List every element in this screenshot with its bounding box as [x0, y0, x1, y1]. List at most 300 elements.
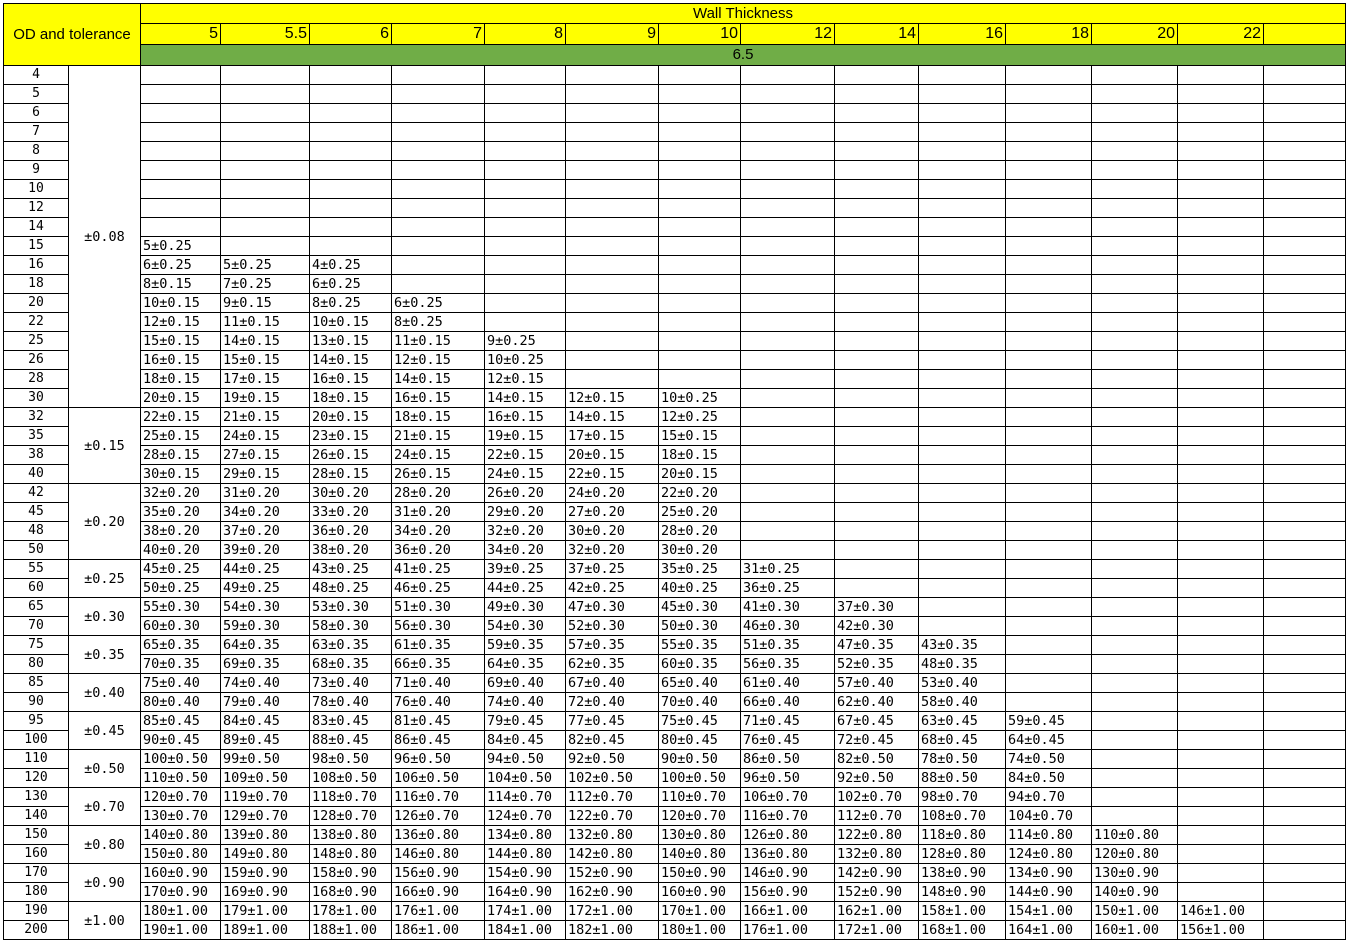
od-cell: 45 [4, 503, 69, 522]
table-row [4, 807, 1346, 826]
table-row [4, 256, 1346, 275]
od-cell: 95 [4, 712, 69, 731]
table-row [4, 826, 1346, 845]
value-cell: 8±0.25 [310, 294, 392, 313]
value-cell [835, 180, 919, 199]
value-cell [919, 465, 1006, 484]
value-cell: 179±1.00 [221, 902, 310, 921]
value-cell: 47±0.35 [835, 636, 919, 655]
value-cell: 100±0.50 [659, 769, 741, 788]
value-cell: 16±0.15 [141, 351, 221, 370]
value-cell [741, 503, 835, 522]
value-cell [1178, 180, 1264, 199]
value-cell: 10±0.15 [141, 294, 221, 313]
value-cell [1092, 712, 1178, 731]
value-cell: 120±0.70 [659, 807, 741, 826]
value-cell: 116±0.70 [392, 788, 485, 807]
value-cell: 98±0.50 [310, 750, 392, 769]
value-cell [566, 104, 659, 123]
value-cell: 78±0.50 [919, 750, 1006, 769]
value-cell [1006, 256, 1092, 275]
value-cell [1264, 332, 1346, 351]
value-cell: 120±0.80 [1092, 845, 1178, 864]
value-cell [1006, 465, 1092, 484]
value-cell [835, 275, 919, 294]
value-cell [1092, 807, 1178, 826]
value-cell [1178, 351, 1264, 370]
value-cell: 4±0.25 [310, 256, 392, 275]
value-cell: 189±1.00 [221, 921, 310, 940]
value-cell: 140±0.80 [141, 826, 221, 845]
value-cell [659, 66, 741, 85]
value-cell: 30±0.20 [566, 522, 659, 541]
value-cell [1006, 275, 1092, 294]
value-cell: 139±0.80 [221, 826, 310, 845]
value-cell: 149±0.80 [221, 845, 310, 864]
value-cell: 32±0.20 [566, 541, 659, 560]
od-cell: 200 [4, 921, 69, 940]
value-cell: 142±0.90 [835, 864, 919, 883]
value-cell: 31±0.25 [741, 560, 835, 579]
value-cell [1092, 465, 1178, 484]
value-cell: 32±0.20 [141, 484, 221, 503]
value-cell: 76±0.40 [392, 693, 485, 712]
value-cell [485, 85, 566, 104]
value-cell [1006, 66, 1092, 85]
value-cell [659, 351, 741, 370]
value-cell: 38±0.20 [310, 541, 392, 560]
value-cell: 128±0.80 [919, 845, 1006, 864]
value-cell [1092, 617, 1178, 636]
value-cell: 50±0.25 [141, 579, 221, 598]
value-cell [1264, 636, 1346, 655]
value-cell: 24±0.15 [485, 465, 566, 484]
value-cell: 138±0.80 [310, 826, 392, 845]
value-cell: 15±0.15 [659, 427, 741, 446]
value-cell [919, 503, 1006, 522]
value-cell [919, 256, 1006, 275]
value-cell [659, 85, 741, 104]
value-cell: 18±0.15 [141, 370, 221, 389]
value-cell [1178, 104, 1264, 123]
value-cell [221, 161, 310, 180]
value-cell: 94±0.50 [485, 750, 566, 769]
value-cell [1178, 712, 1264, 731]
value-cell: 12±0.15 [392, 351, 485, 370]
value-cell [221, 237, 310, 256]
value-cell: 21±0.15 [392, 427, 485, 446]
value-cell [1264, 389, 1346, 408]
wall-thickness-table [3, 3, 1346, 940]
value-cell [1006, 180, 1092, 199]
value-cell [835, 579, 919, 598]
value-cell: 43±0.35 [919, 636, 1006, 655]
value-cell: 9±0.15 [221, 294, 310, 313]
value-cell: 134±0.90 [1006, 864, 1092, 883]
tolerance-cell: ±0.40 [69, 674, 141, 712]
value-cell [741, 541, 835, 560]
value-cell [310, 104, 392, 123]
value-cell: 114±0.80 [1006, 826, 1092, 845]
value-cell: 17±0.15 [221, 370, 310, 389]
value-cell [741, 275, 835, 294]
value-cell: 70±0.40 [659, 693, 741, 712]
value-cell [1264, 180, 1346, 199]
od-cell: 85 [4, 674, 69, 693]
value-cell [1092, 693, 1178, 712]
value-cell: 140±0.80 [659, 845, 741, 864]
value-cell [141, 104, 221, 123]
value-cell [835, 237, 919, 256]
value-cell [741, 161, 835, 180]
value-cell: 148±0.80 [310, 845, 392, 864]
value-cell: 176±1.00 [392, 902, 485, 921]
value-cell [835, 294, 919, 313]
value-cell: 8±0.15 [141, 275, 221, 294]
value-cell [659, 313, 741, 332]
value-cell [1092, 598, 1178, 617]
value-cell: 176±1.00 [741, 921, 835, 940]
od-cell: 7 [4, 123, 69, 142]
value-cell [566, 351, 659, 370]
value-cell: 12±0.15 [485, 370, 566, 389]
value-cell [310, 123, 392, 142]
value-cell [392, 142, 485, 161]
od-cell: 170 [4, 864, 69, 883]
value-cell: 130±0.90 [1092, 864, 1178, 883]
value-cell: 34±0.20 [221, 503, 310, 522]
table-row [4, 370, 1346, 389]
value-cell [741, 218, 835, 237]
value-cell: 20±0.15 [141, 389, 221, 408]
value-cell [1006, 332, 1092, 351]
value-cell [919, 351, 1006, 370]
value-cell [1178, 750, 1264, 769]
value-cell [1264, 256, 1346, 275]
table-row [4, 142, 1346, 161]
value-cell [919, 560, 1006, 579]
tolerance-cell: ±0.70 [69, 788, 141, 826]
tolerance-cell: ±0.90 [69, 864, 141, 902]
value-cell: 88±0.50 [919, 769, 1006, 788]
table-row [4, 294, 1346, 313]
value-cell [741, 370, 835, 389]
od-cell: 55 [4, 560, 69, 579]
value-cell [566, 161, 659, 180]
table-row [4, 674, 1346, 693]
table-row [4, 636, 1346, 655]
value-cell: 98±0.70 [919, 788, 1006, 807]
value-cell: 14±0.15 [566, 408, 659, 427]
value-cell: 18±0.15 [392, 408, 485, 427]
od-cell: 28 [4, 370, 69, 389]
value-cell: 84±0.50 [1006, 769, 1092, 788]
value-cell: 62±0.40 [835, 693, 919, 712]
value-cell: 86±0.50 [741, 750, 835, 769]
value-cell: 52±0.30 [566, 617, 659, 636]
value-cell: 74±0.50 [1006, 750, 1092, 769]
value-cell [1264, 788, 1346, 807]
value-cell [566, 237, 659, 256]
value-cell: 79±0.45 [485, 712, 566, 731]
value-cell [919, 541, 1006, 560]
value-cell [566, 123, 659, 142]
value-cell [741, 522, 835, 541]
value-cell: 82±0.50 [835, 750, 919, 769]
value-cell: 70±0.35 [141, 655, 221, 674]
value-cell [1264, 731, 1346, 750]
od-cell: 8 [4, 142, 69, 161]
value-cell [1178, 389, 1264, 408]
value-cell: 59±0.30 [221, 617, 310, 636]
value-cell: 24±0.15 [392, 446, 485, 465]
value-cell: 59±0.45 [1006, 712, 1092, 731]
value-cell: 144±0.90 [1006, 883, 1092, 902]
value-cell [1178, 484, 1264, 503]
value-cell: 160±0.90 [659, 883, 741, 902]
value-cell: 71±0.40 [392, 674, 485, 693]
value-cell: 29±0.15 [221, 465, 310, 484]
value-cell: 172±1.00 [835, 921, 919, 940]
value-cell [1178, 123, 1264, 142]
value-cell: 5±0.25 [221, 256, 310, 275]
value-cell: 12±0.15 [141, 313, 221, 332]
value-cell [1092, 484, 1178, 503]
value-cell: 26±0.15 [310, 446, 392, 465]
value-cell [1264, 750, 1346, 769]
table-row [4, 85, 1346, 104]
value-cell [1092, 503, 1178, 522]
value-cell: 11±0.15 [392, 332, 485, 351]
value-cell [221, 66, 310, 85]
value-cell: 63±0.45 [919, 712, 1006, 731]
value-cell [919, 104, 1006, 123]
value-cell [741, 256, 835, 275]
od-cell: 5 [4, 85, 69, 104]
value-cell [835, 408, 919, 427]
value-cell [221, 123, 310, 142]
value-cell: 83±0.45 [310, 712, 392, 731]
value-cell: 31±0.20 [221, 484, 310, 503]
value-cell [1092, 85, 1178, 104]
value-cell: 130±0.80 [659, 826, 741, 845]
value-cell [835, 560, 919, 579]
thickness-header-cell: 20 [1092, 24, 1178, 45]
value-cell: 152±0.90 [835, 883, 919, 902]
value-cell [1264, 199, 1346, 218]
tolerance-cell: ±0.45 [69, 712, 141, 750]
od-cell: 25 [4, 332, 69, 351]
table-row [4, 598, 1346, 617]
value-cell: 48±0.35 [919, 655, 1006, 674]
value-cell: 122±0.70 [566, 807, 659, 826]
value-cell: 186±1.00 [392, 921, 485, 940]
value-cell [835, 104, 919, 123]
thickness-header-cell: 22 [1178, 24, 1264, 45]
value-cell [835, 484, 919, 503]
value-cell: 53±0.40 [919, 674, 1006, 693]
value-cell [566, 256, 659, 275]
value-cell [1264, 560, 1346, 579]
value-cell [1178, 446, 1264, 465]
value-cell: 13±0.15 [310, 332, 392, 351]
value-cell: 30±0.20 [310, 484, 392, 503]
value-cell: 15±0.15 [141, 332, 221, 351]
value-cell [659, 218, 741, 237]
value-cell [392, 199, 485, 218]
value-cell: 146±0.90 [741, 864, 835, 883]
od-cell: 22 [4, 313, 69, 332]
value-cell [1178, 674, 1264, 693]
value-cell [392, 237, 485, 256]
table-row [4, 693, 1346, 712]
value-cell: 160±0.90 [141, 864, 221, 883]
value-cell [835, 85, 919, 104]
value-cell [741, 123, 835, 142]
value-cell: 92±0.50 [835, 769, 919, 788]
value-cell: 180±1.00 [659, 921, 741, 940]
value-cell: 65±0.35 [141, 636, 221, 655]
table-row [4, 104, 1346, 123]
value-cell [566, 294, 659, 313]
value-cell [1092, 579, 1178, 598]
table-row [4, 218, 1346, 237]
value-cell: 158±0.90 [310, 864, 392, 883]
value-cell: 56±0.35 [741, 655, 835, 674]
value-cell: 40±0.25 [659, 579, 741, 598]
od-cell: 15 [4, 237, 69, 256]
table-row [4, 275, 1346, 294]
value-cell: 104±0.50 [485, 769, 566, 788]
value-cell: 106±0.70 [741, 788, 835, 807]
value-cell [1006, 123, 1092, 142]
value-cell: 166±1.00 [741, 902, 835, 921]
value-cell: 12±0.15 [566, 389, 659, 408]
value-cell [741, 332, 835, 351]
value-cell: 136±0.80 [392, 826, 485, 845]
table-row [4, 750, 1346, 769]
value-cell: 154±1.00 [1006, 902, 1092, 921]
tolerance-cell: ±0.20 [69, 484, 141, 560]
value-cell: 59±0.35 [485, 636, 566, 655]
value-cell [741, 484, 835, 503]
value-cell [835, 66, 919, 85]
value-cell [221, 85, 310, 104]
value-cell [310, 66, 392, 85]
od-cell: 32 [4, 408, 69, 427]
value-cell: 28±0.15 [310, 465, 392, 484]
tolerance-cell: ±0.08 [69, 66, 141, 408]
value-cell: 20±0.15 [566, 446, 659, 465]
value-cell: 8±0.25 [392, 313, 485, 332]
value-cell [1264, 503, 1346, 522]
value-cell [485, 104, 566, 123]
value-cell: 26±0.20 [485, 484, 566, 503]
value-cell: 159±0.90 [221, 864, 310, 883]
value-cell [1006, 503, 1092, 522]
value-cell [1006, 522, 1092, 541]
value-cell: 75±0.40 [141, 674, 221, 693]
value-cell: 37±0.25 [566, 560, 659, 579]
value-cell: 114±0.70 [485, 788, 566, 807]
thickness-header-cell: 12 [741, 24, 835, 45]
value-cell [566, 218, 659, 237]
value-cell [919, 579, 1006, 598]
value-cell: 140±0.90 [1092, 883, 1178, 902]
value-cell: 60±0.35 [659, 655, 741, 674]
value-cell [1264, 104, 1346, 123]
value-cell: 80±0.40 [141, 693, 221, 712]
value-cell [1006, 199, 1092, 218]
value-cell: 6±0.25 [392, 294, 485, 313]
value-cell [1178, 142, 1264, 161]
tolerance-cell: ±0.15 [69, 408, 141, 484]
value-cell [1092, 66, 1178, 85]
value-cell: 162±0.90 [566, 883, 659, 902]
od-tolerance-header: OD and tolerance [4, 4, 141, 66]
value-cell: 31±0.20 [392, 503, 485, 522]
value-cell: 132±0.80 [566, 826, 659, 845]
value-cell [1264, 142, 1346, 161]
value-cell: 22±0.15 [485, 446, 566, 465]
value-cell [1264, 655, 1346, 674]
value-cell [392, 104, 485, 123]
value-cell [659, 161, 741, 180]
value-cell: 12±0.25 [659, 408, 741, 427]
value-cell [392, 161, 485, 180]
thickness-header-row [4, 24, 1346, 45]
value-cell [141, 199, 221, 218]
value-cell: 22±0.15 [141, 408, 221, 427]
value-cell [835, 142, 919, 161]
value-cell [1092, 294, 1178, 313]
value-cell: 11±0.15 [221, 313, 310, 332]
value-cell [485, 275, 566, 294]
value-cell [659, 294, 741, 313]
value-cell: 57±0.35 [566, 636, 659, 655]
value-cell: 37±0.30 [835, 598, 919, 617]
value-cell [1178, 769, 1264, 788]
value-cell [919, 427, 1006, 446]
value-cell [835, 427, 919, 446]
value-cell [1178, 427, 1264, 446]
value-cell: 168±0.90 [310, 883, 392, 902]
value-cell [1178, 883, 1264, 902]
value-cell [1178, 294, 1264, 313]
value-cell: 27±0.15 [221, 446, 310, 465]
value-cell: 170±0.90 [141, 883, 221, 902]
value-cell: 154±0.90 [485, 864, 566, 883]
value-cell: 74±0.40 [485, 693, 566, 712]
value-cell [1178, 807, 1264, 826]
od-cell: 6 [4, 104, 69, 123]
value-cell [835, 123, 919, 142]
value-cell: 33±0.20 [310, 503, 392, 522]
value-cell: 10±0.25 [659, 389, 741, 408]
value-cell [1178, 66, 1264, 85]
value-cell: 78±0.40 [310, 693, 392, 712]
value-cell [659, 104, 741, 123]
value-cell [221, 218, 310, 237]
value-cell [1264, 427, 1346, 446]
table-row [4, 237, 1346, 256]
value-cell: 116±0.70 [741, 807, 835, 826]
value-cell [1092, 769, 1178, 788]
value-cell: 102±0.70 [835, 788, 919, 807]
value-cell [566, 142, 659, 161]
value-cell: 54±0.30 [221, 598, 310, 617]
value-cell: 32±0.20 [485, 522, 566, 541]
